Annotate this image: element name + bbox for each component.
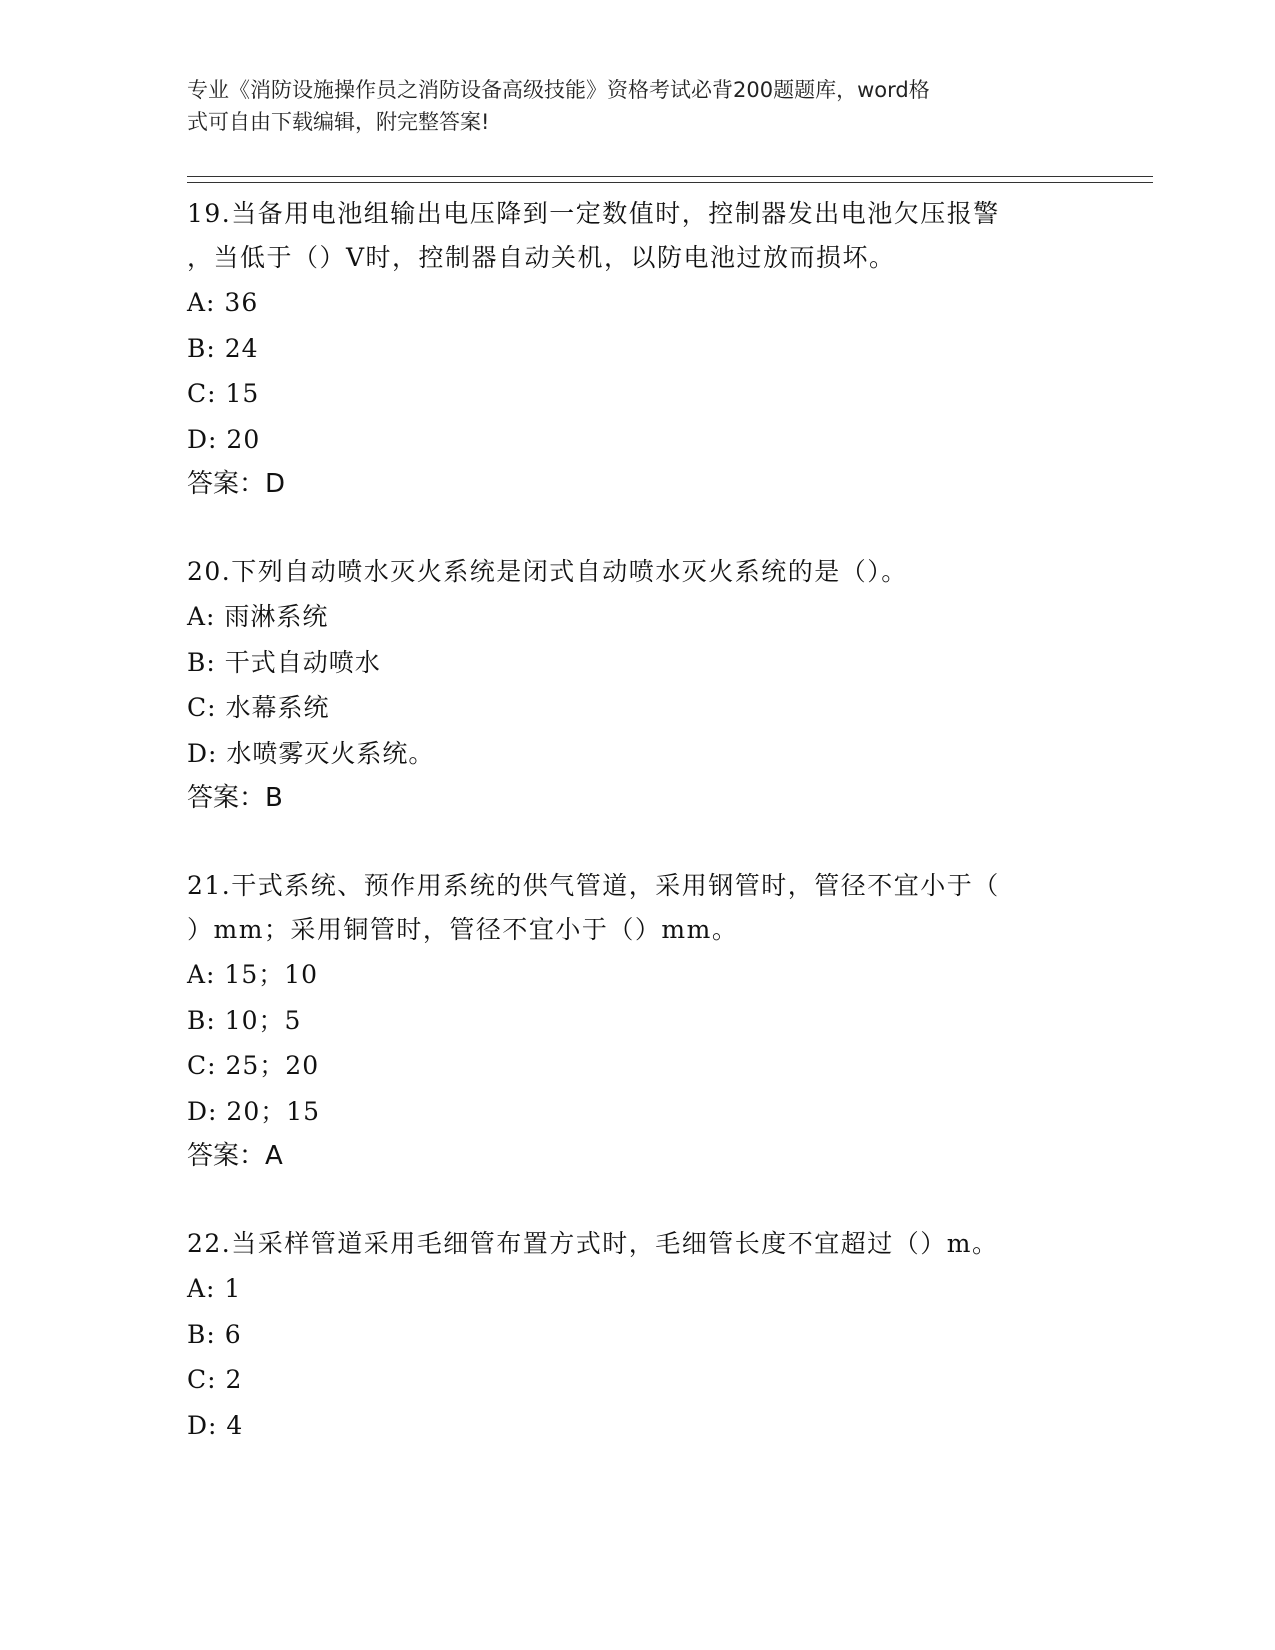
question-list	[187, 192, 1087, 1492]
header-line-2: 式可自由下载编辑，附完整答案!	[187, 110, 490, 134]
question-19	[187, 192, 1087, 506]
answer-text: 答案：A	[187, 1141, 283, 1171]
header-divider-top	[187, 176, 1153, 177]
answer-text: 答案：D	[187, 469, 286, 499]
option-d: D: 水喷雾灭火系统。	[187, 738, 435, 768]
option-c: C: 2	[187, 1365, 243, 1394]
question-21	[187, 864, 1087, 1178]
answer-text: 答案：B	[187, 783, 283, 813]
header-line-1: 专业《消防设施操作员之消防设备高级技能》资格考试必背200题题库，word格	[187, 78, 930, 102]
option-b: B: 6	[187, 1319, 242, 1349]
document-header	[187, 74, 1067, 138]
option-c: C: 25；20	[187, 1051, 320, 1080]
question-stem-line: 20.下列自动喷水灭火系统是闭式自动喷水灭火系统的是（）。	[187, 557, 908, 586]
question-stem-line: 19.当备用电池组输出电压降到一定数值时，控制器发出电池欠压报警	[187, 199, 1000, 228]
option-d: D: 20	[187, 424, 261, 454]
option-b: B: 干式自动喷水	[187, 647, 381, 677]
question-stem-line: ，当低于（）V时，控制器自动关机，以防电池过放而损坏。	[187, 243, 896, 272]
question-stem	[187, 864, 1087, 952]
question-stem-line: 22.当采样管道采用毛细管布置方式时，毛细管长度不宜超过（）m。	[187, 1229, 999, 1258]
option-d: D: 4	[187, 1410, 244, 1440]
option-a: A: 雨淋系统	[187, 602, 329, 631]
question-22	[187, 1222, 1087, 1448]
option-b: B: 10；5	[187, 1005, 302, 1035]
question-stem	[187, 550, 1087, 594]
question-20	[187, 550, 1087, 820]
option-b: B: 24	[187, 333, 259, 363]
header-divider-bottom	[187, 182, 1153, 183]
option-a: A: 15；10	[187, 960, 319, 989]
question-stem-line: ）mm；采用铜管时，管径不宜小于（）mm。	[187, 915, 739, 944]
question-stem	[187, 192, 1087, 280]
option-a: A: 36	[187, 288, 259, 317]
option-c: C: 15	[187, 379, 260, 408]
question-stem-line: 21.干式系统、预作用系统的供气管道，采用钢管时，管径不宜小于（	[187, 871, 1000, 900]
question-stem	[187, 1222, 1087, 1266]
option-d: D: 20；15	[187, 1096, 321, 1126]
option-a: A: 1	[187, 1274, 242, 1303]
option-c: C: 水幕系统	[187, 693, 330, 722]
